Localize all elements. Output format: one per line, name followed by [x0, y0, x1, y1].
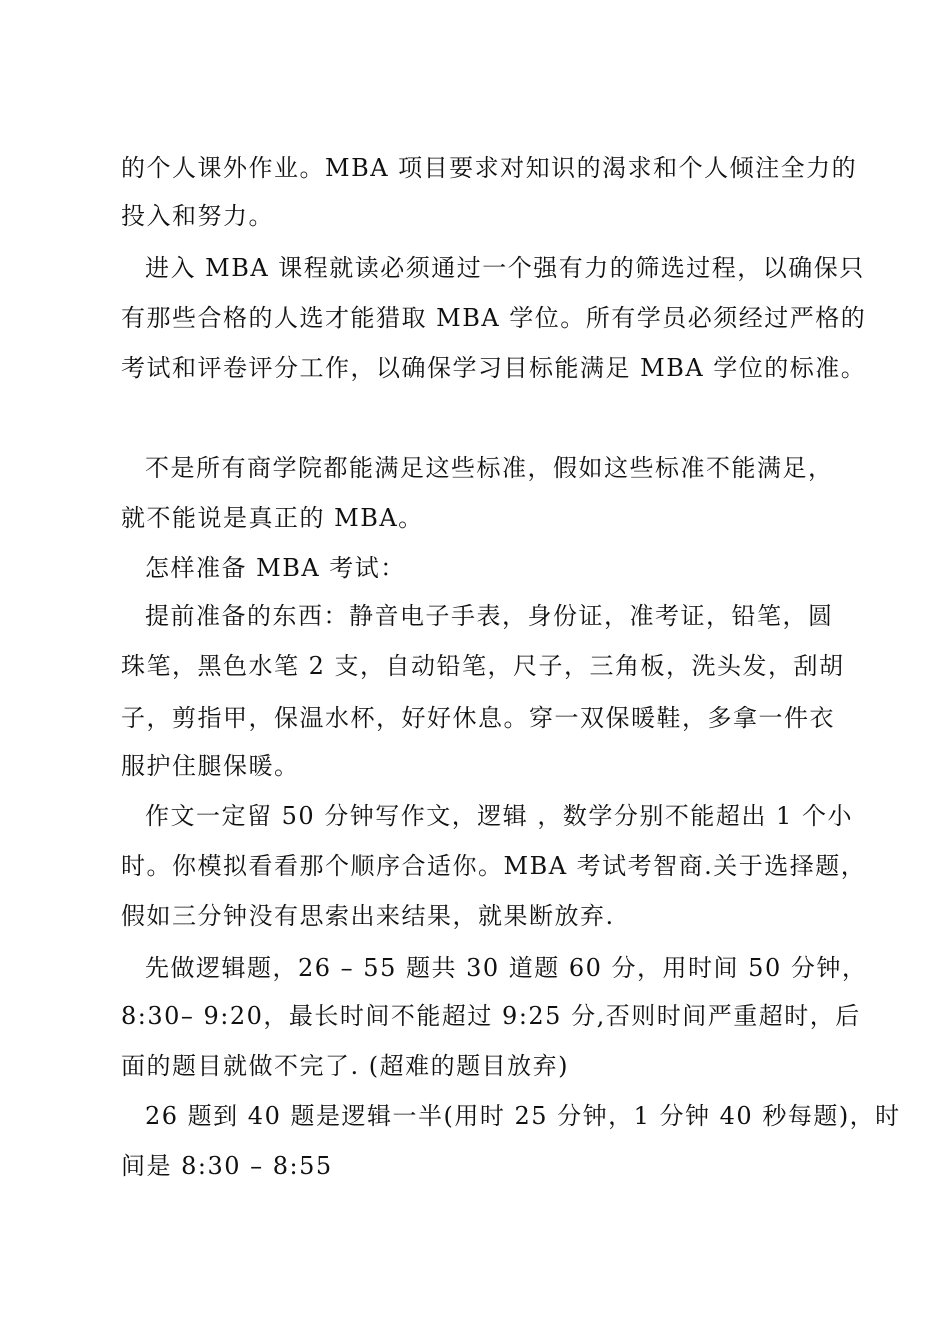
paragraph-first-line: 提前准备的东西：静音电子手表，身份证，准考证，铅笔，圆 — [145, 602, 834, 630]
text-line: 面的题目就做不完了. (超难的题目放弃) — [121, 1052, 569, 1080]
text-line: 服护住腿保暖。 — [121, 752, 300, 780]
paragraph-first-line: 进入 MBA 课程就读必须通过一个强有力的筛选过程，以确保只 — [145, 254, 865, 282]
text-line: 考试和评卷评分工作，以确保学习目标能满足 MBA 学位的标准。 — [121, 354, 867, 382]
text-line: 就不能说是真正的 MBA。 — [121, 504, 424, 532]
text-line: 假如三分钟没有思索出来结果，就果断放弃. — [121, 902, 615, 930]
text-line: 有那些合格的人选才能猎取 MBA 学位。所有学员必须经过严格的 — [121, 304, 867, 332]
text-line: 子，剪指甲，保温水杯，好好休息。穿一双保暖鞋，多拿一件衣 — [121, 704, 835, 732]
text-line: 的个人课外作业。MBA 项目要求对知识的渴求和个人倾注全力的 — [121, 154, 858, 182]
text-line: 投入和努力。 — [121, 202, 274, 230]
text-line: 珠笔，黑色水笔 2 支，自动铅笔，尺子，三角板，洗头发，刮胡 — [121, 652, 845, 680]
section-heading: 怎样准备 MBA 考试： — [145, 554, 406, 582]
paragraph-first-line: 作文一定留 50 分钟写作文，逻辑 ，数学分别不能超出 1 个小 — [145, 802, 853, 830]
text-line: 时。你模拟看看那个顺序合适你。MBA 考试考智商.关于选择题， — [121, 852, 867, 880]
text-line: 间是 8:30 – 8:55 — [121, 1152, 333, 1180]
paragraph-first-line: 26 题到 40 题是逻辑一半(用时 25 分钟，1 分钟 40 秒每题)，时 — [145, 1102, 901, 1130]
paragraph-first-line: 不是所有商学院都能满足这些标准，假如这些标准不能满足， — [145, 454, 834, 482]
paragraph-first-line: 先做逻辑题，26 – 55 题共 30 道题 60 分，用时间 50 分钟， — [145, 954, 868, 982]
text-line: 8:30– 9:20，最长时间不能超过 9:25 分,否则时间严重超时，后 — [121, 1002, 861, 1030]
